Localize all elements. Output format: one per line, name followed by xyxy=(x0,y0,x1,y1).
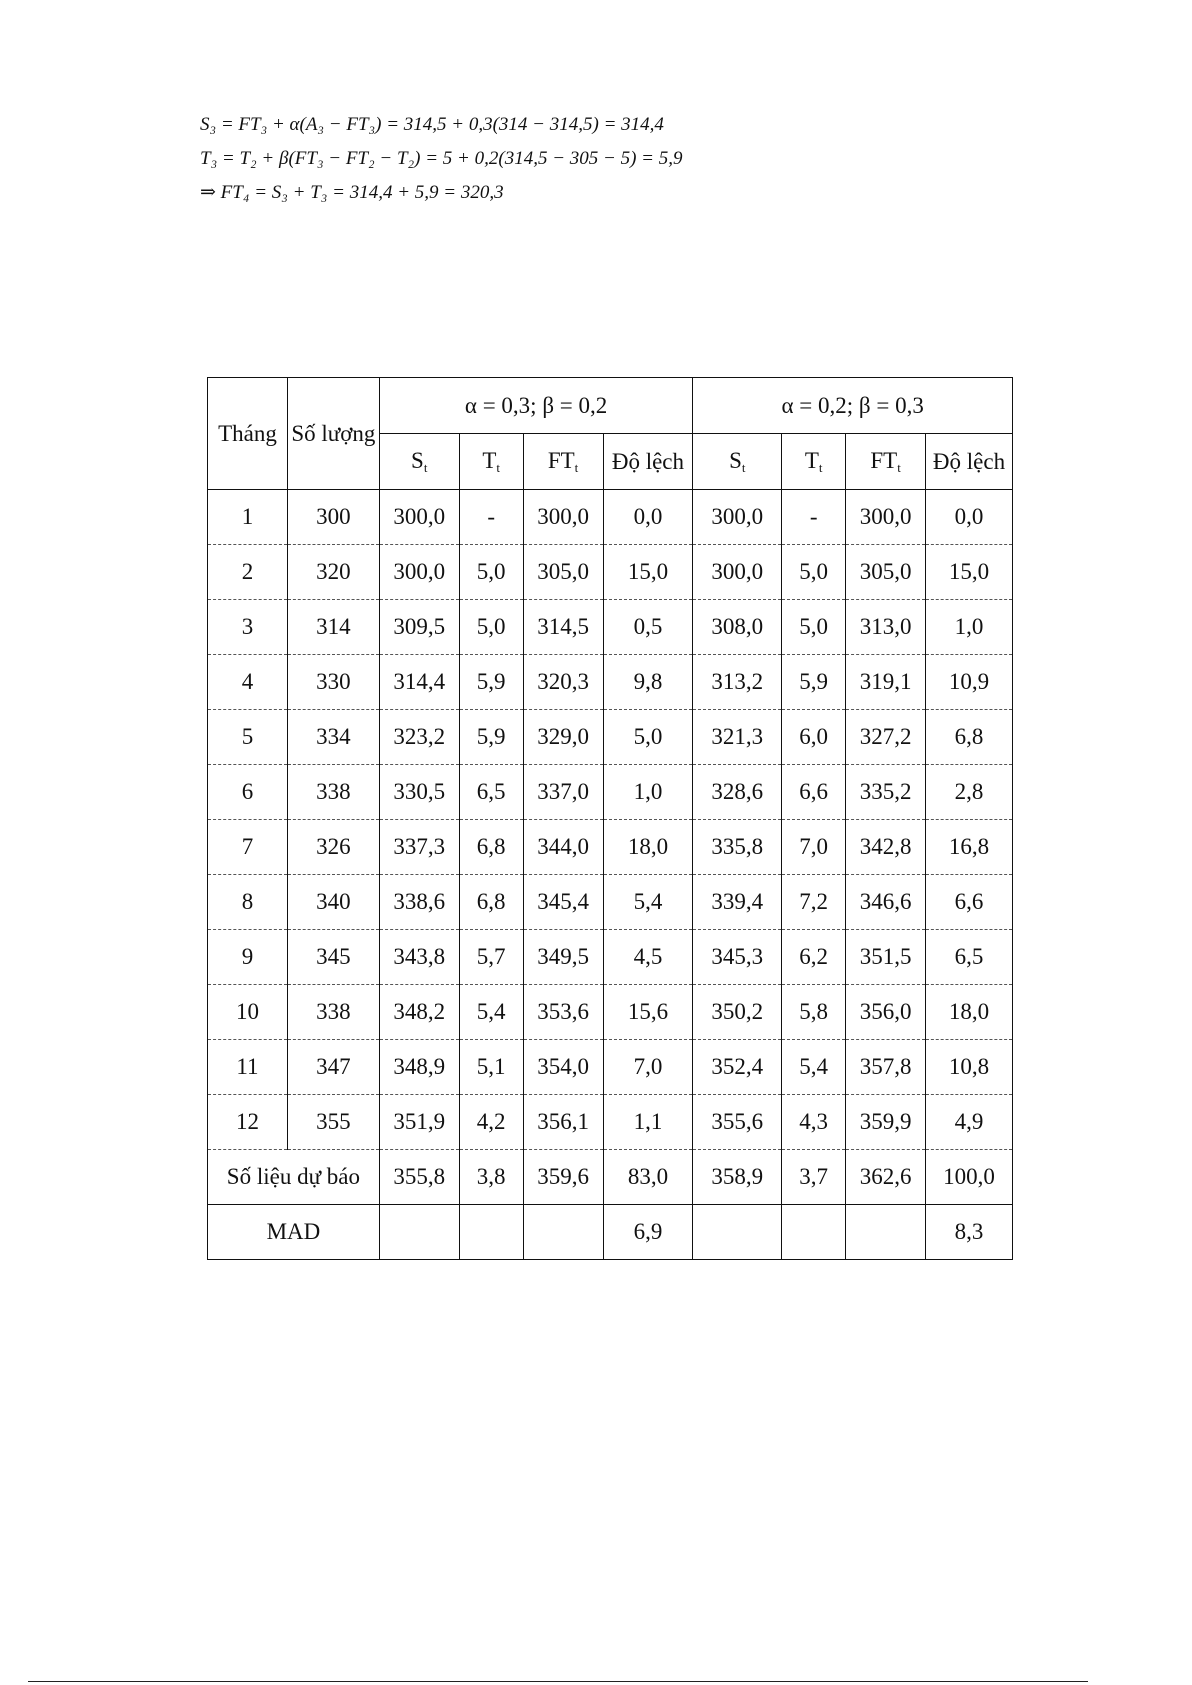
table-cell: 7,2 xyxy=(782,875,846,930)
table-cell: 300,0 xyxy=(693,490,782,545)
table-cell: 2,8 xyxy=(926,765,1013,820)
table-cell: 6,5 xyxy=(926,930,1013,985)
table-cell: 351,5 xyxy=(846,930,926,985)
table-row xyxy=(208,820,1013,875)
table-cell: - xyxy=(459,490,523,545)
table-cell: 358,9 xyxy=(693,1150,782,1205)
table-cell: 18,0 xyxy=(603,820,693,875)
table-cell: 329,0 xyxy=(523,710,603,765)
table-row xyxy=(208,600,1013,655)
table-row xyxy=(208,765,1013,820)
table-cell: 320 xyxy=(287,545,379,600)
table-cell: 354,0 xyxy=(523,1040,603,1095)
header-thang: Tháng xyxy=(208,378,288,490)
table-cell: 6,9 xyxy=(603,1205,693,1260)
table-cell: 11 xyxy=(208,1040,288,1095)
table-cell: 5,0 xyxy=(782,600,846,655)
table-cell: 300 xyxy=(287,490,379,545)
table-cell: 343,8 xyxy=(379,930,459,985)
table-cell: 8 xyxy=(208,875,288,930)
table-cell: 320,3 xyxy=(523,655,603,710)
table-cell: 321,3 xyxy=(693,710,782,765)
table-row xyxy=(208,710,1013,765)
header-dev-2: Độ lệch xyxy=(926,434,1013,490)
table-cell: 334 xyxy=(287,710,379,765)
table-cell: 335,2 xyxy=(846,765,926,820)
header-t-1: $T_t$ xyxy=(459,434,523,490)
table-cell: 319,1 xyxy=(846,655,926,710)
table-cell: 15,0 xyxy=(603,545,693,600)
table-cell xyxy=(782,1205,846,1260)
table-cell: 337,3 xyxy=(379,820,459,875)
table-cell: 6,6 xyxy=(782,765,846,820)
table-cell: 5,0 xyxy=(459,545,523,600)
forecast-row-label: Số liệu dự báo xyxy=(208,1150,380,1205)
table-cell: 5,9 xyxy=(459,655,523,710)
table-cell: 356,1 xyxy=(523,1095,603,1150)
table-cell: 1 xyxy=(208,490,288,545)
table-cell: 335,8 xyxy=(693,820,782,875)
table-cell: 15,0 xyxy=(926,545,1013,600)
table-cell: 7,0 xyxy=(603,1040,693,1095)
table-cell: 323,2 xyxy=(379,710,459,765)
table-cell: 355,8 xyxy=(379,1150,459,1205)
table-cell: 300,0 xyxy=(693,545,782,600)
table-cell: 10 xyxy=(208,985,288,1040)
table-cell: 338 xyxy=(287,765,379,820)
table-cell: 342,8 xyxy=(846,820,926,875)
table-cell: 5 xyxy=(208,710,288,765)
table-cell: 345,3 xyxy=(693,930,782,985)
table-cell: 5,4 xyxy=(782,1040,846,1095)
table-cell: 328,6 xyxy=(693,765,782,820)
table-cell: 6,8 xyxy=(459,820,523,875)
table-cell: 6,5 xyxy=(459,765,523,820)
table-cell: 1,0 xyxy=(926,600,1013,655)
table-cell: 362,6 xyxy=(846,1150,926,1205)
table-cell xyxy=(379,1205,459,1260)
table-cell: 5,0 xyxy=(459,600,523,655)
header-s-2: $S_t$ xyxy=(693,434,782,490)
table-cell: 83,0 xyxy=(603,1150,693,1205)
table-cell: 3 xyxy=(208,600,288,655)
table-cell: 340 xyxy=(287,875,379,930)
table-row xyxy=(208,875,1013,930)
table-cell: 308,0 xyxy=(693,600,782,655)
table-cell: 309,5 xyxy=(379,600,459,655)
table-cell: 0,0 xyxy=(603,490,693,545)
table-cell: 300,0 xyxy=(379,545,459,600)
table-cell: 314,5 xyxy=(523,600,603,655)
table-cell: 339,4 xyxy=(693,875,782,930)
table-cell xyxy=(459,1205,523,1260)
mad-row-label: MAD xyxy=(208,1205,380,1260)
table-cell: 352,4 xyxy=(693,1040,782,1095)
table-cell: 357,8 xyxy=(846,1040,926,1095)
table-cell: 10,8 xyxy=(926,1040,1013,1095)
table-cell: 346,6 xyxy=(846,875,926,930)
header-group-1: α = 0,3; β = 0,2 xyxy=(379,378,693,434)
table-cell: 5,1 xyxy=(459,1040,523,1095)
table-cell: 6,0 xyxy=(782,710,846,765)
table-cell: 305,0 xyxy=(846,545,926,600)
table-cell: 3,7 xyxy=(782,1150,846,1205)
header-ft-2: $FT_t$ xyxy=(846,434,926,490)
page-bottom-divider xyxy=(28,1681,1088,1682)
table-cell: 10,9 xyxy=(926,655,1013,710)
table-cell: 15,6 xyxy=(603,985,693,1040)
table-cell: 355 xyxy=(287,1095,379,1150)
table-cell: 4,3 xyxy=(782,1095,846,1150)
table-row xyxy=(208,545,1013,600)
table-cell: 300,0 xyxy=(379,490,459,545)
table-cell: 6,8 xyxy=(459,875,523,930)
table-cell: 345 xyxy=(287,930,379,985)
table-cell: 1,0 xyxy=(603,765,693,820)
formula-block xyxy=(200,108,683,210)
table-cell: 313,0 xyxy=(846,600,926,655)
table-row xyxy=(208,1040,1013,1095)
table-cell: - xyxy=(782,490,846,545)
table-cell: 5,0 xyxy=(782,545,846,600)
table-cell: 347 xyxy=(287,1040,379,1095)
table-cell: 5,7 xyxy=(459,930,523,985)
forecast-row xyxy=(208,1150,1013,1205)
table-row xyxy=(208,930,1013,985)
table-cell: 300,0 xyxy=(523,490,603,545)
table-cell: 349,5 xyxy=(523,930,603,985)
table-row xyxy=(208,985,1013,1040)
table-row xyxy=(208,490,1013,545)
table-cell: 300,0 xyxy=(846,490,926,545)
table-cell: 314 xyxy=(287,600,379,655)
table-cell: 348,2 xyxy=(379,985,459,1040)
header-group-2: α = 0,2; β = 0,3 xyxy=(693,378,1013,434)
table-cell: 350,2 xyxy=(693,985,782,1040)
table-cell: 348,9 xyxy=(379,1040,459,1095)
header-ft-1: $FT_t$ xyxy=(523,434,603,490)
table-cell: 5,0 xyxy=(603,710,693,765)
table-cell: 305,0 xyxy=(523,545,603,600)
table-cell: 313,2 xyxy=(693,655,782,710)
table-cell: 6,8 xyxy=(926,710,1013,765)
table-cell: 5,4 xyxy=(459,985,523,1040)
table-cell: 0,0 xyxy=(926,490,1013,545)
table-cell: 5,9 xyxy=(782,655,846,710)
table-cell: 9,8 xyxy=(603,655,693,710)
formula-ft4: ⇒ FT₄ = S₃ + T₃ = 314,4 + 5,9 = 320,3 xyxy=(200,182,504,203)
mad-row xyxy=(208,1205,1013,1260)
formula-s3: S₃ = FT₃ + α(A₃ − FT₃) = 314,5 + 0,3(314 − 314,5) = 314,4 xyxy=(200,114,664,135)
table-cell: 337,0 xyxy=(523,765,603,820)
header-so-luong: Số lượng xyxy=(287,378,379,490)
table-cell: 100,0 xyxy=(926,1150,1013,1205)
header-s-1: $S_t$ xyxy=(379,434,459,490)
header-t-2: $T_t$ xyxy=(782,434,846,490)
table-cell: 2 xyxy=(208,545,288,600)
table-cell: 355,6 xyxy=(693,1095,782,1150)
table-cell: 330,5 xyxy=(379,765,459,820)
formula-t3: T₃ = T₂ + β(FT₃ − FT₂ − T₂) = 5 + 0,2(314,5 − 305 − 5) = 5,9 xyxy=(200,148,683,169)
table-cell: 0,5 xyxy=(603,600,693,655)
table-cell: 4,5 xyxy=(603,930,693,985)
table-cell: 12 xyxy=(208,1095,288,1150)
table-cell: 356,0 xyxy=(846,985,926,1040)
table-cell xyxy=(846,1205,926,1260)
table-cell: 353,6 xyxy=(523,985,603,1040)
table-cell: 4 xyxy=(208,655,288,710)
table-cell: 3,8 xyxy=(459,1150,523,1205)
table-cell: 9 xyxy=(208,930,288,985)
table-cell: 359,6 xyxy=(523,1150,603,1205)
table-cell: 4,2 xyxy=(459,1095,523,1150)
table-cell: 344,0 xyxy=(523,820,603,875)
table-row xyxy=(208,655,1013,710)
table-cell: 338 xyxy=(287,985,379,1040)
table-cell: 345,4 xyxy=(523,875,603,930)
table-cell: 7,0 xyxy=(782,820,846,875)
table-cell: 326 xyxy=(287,820,379,875)
table-cell: 16,8 xyxy=(926,820,1013,875)
table-cell xyxy=(693,1205,782,1260)
table-cell: 4,9 xyxy=(926,1095,1013,1150)
table-cell xyxy=(523,1205,603,1260)
table-cell: 6,6 xyxy=(926,875,1013,930)
forecast-table xyxy=(207,377,1013,1260)
table-cell: 8,3 xyxy=(926,1205,1013,1260)
table-cell: 18,0 xyxy=(926,985,1013,1040)
table-row xyxy=(208,1095,1013,1150)
table-cell: 314,4 xyxy=(379,655,459,710)
table-cell: 330 xyxy=(287,655,379,710)
table-cell: 5,9 xyxy=(459,710,523,765)
table-cell: 338,6 xyxy=(379,875,459,930)
table-cell: 7 xyxy=(208,820,288,875)
table-body xyxy=(208,490,1013,1150)
table-cell: 6,2 xyxy=(782,930,846,985)
table-cell: 359,9 xyxy=(846,1095,926,1150)
table-cell: 5,4 xyxy=(603,875,693,930)
table-cell: 327,2 xyxy=(846,710,926,765)
table-cell: 6 xyxy=(208,765,288,820)
table-cell: 5,8 xyxy=(782,985,846,1040)
table-cell: 351,9 xyxy=(379,1095,459,1150)
header-dev-1: Độ lệch xyxy=(603,434,693,490)
table-cell: 1,1 xyxy=(603,1095,693,1150)
